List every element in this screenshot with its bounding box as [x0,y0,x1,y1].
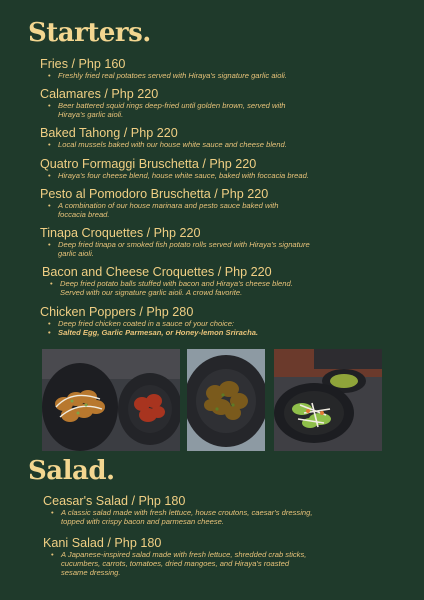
croquettes-photo [42,349,180,451]
item-name: Kani Salad / Php 180 [43,536,162,550]
desc-line: A combination of our house marinara and pesto sauce baked with [58,201,279,210]
desc-line: A Japanese-inspired salad made with fresh lettuce, shredded crab sticks, [61,550,307,559]
item-description [48,101,390,119]
item-name: Tinapa Croquettes / Php 220 [40,226,201,240]
desc-line: Beer battered squid rings deep-fried until golden brown, served with [58,101,286,110]
menu-item-baked-tahong [40,126,390,149]
starters-heading: Starters. [28,18,151,48]
menu-item-quatro-formaggi [40,157,390,180]
menu-item-fries [40,57,390,80]
desc-line: Served with our signature garlic aioli. A crowd favorite. [60,288,243,297]
chicken-poppers-photo [187,349,265,451]
menu-item-chicken-poppers [40,305,390,337]
menu-item-bacon-cheese-croquettes [42,265,392,297]
menu-item-kani-salad [43,536,393,577]
item-name: Pesto al Pomodoro Bruschetta / Php 220 [40,187,269,201]
desc-line: sesame dressing. [61,568,121,577]
desc-line: garlic aioli. [58,249,94,258]
item-name: Bacon and Cheese Croquettes / Php 220 [42,265,272,279]
desc-line: Deep fried potato balls stuffed with bacon and Hiraya's cheese blend. [60,279,293,288]
item-description [48,201,390,219]
menu-item-calamares [40,87,390,119]
salad-photo [274,349,382,451]
desc-line: foccacia bread. [58,210,110,219]
item-name: Quatro Formaggi Bruschetta / Php 220 [40,157,257,171]
item-description [51,550,393,577]
sauce-options: • Salted Egg, Garlic Parmesan, or Honey-lemon Sriracha. [48,328,390,337]
menu-item-tinapa-croquettes [40,226,390,258]
item-description [50,279,392,297]
item-name: Ceasar's Salad / Php 180 [43,494,186,508]
desc-line: cucumbers, carrots, tomatoes, dried mangoes, and Hiraya's roasted [61,559,290,568]
desc-line: A classic salad made with fresh lettuce, house croutons, caesar's dressing, [61,508,313,517]
item-description [51,508,393,526]
desc-line: topped with crispy bacon and parmesan cheese. [61,517,224,526]
item-description: • Freshly fried real potatoes served with Hiraya's signature garlic aioli. [48,71,390,80]
item-description: • Local mussels baked with our house white sauce and cheese blend. [48,140,390,149]
menu-item-pesto-bruschetta [40,187,390,219]
item-name: Calamares / Php 220 [40,87,159,101]
item-description: • Deep fried chicken coated in a sauce of your choice: [48,319,390,328]
item-name: Baked Tahong / Php 220 [40,126,178,140]
item-name: Chicken Poppers / Php 280 [40,305,194,319]
salad-heading: Salad. [28,456,115,486]
item-name: Fries / Php 160 [40,57,126,71]
item-description [48,240,390,258]
menu-item-ceasars-salad [43,494,393,526]
desc-line: Deep fried tinapa or smoked fish potato rolls served with Hiraya's signature [58,240,310,249]
desc-line: Hiraya's garlic aioli. [58,110,124,119]
item-description: • Hiraya's four cheese blend, house white sauce, baked with foccacia bread. [48,171,390,180]
